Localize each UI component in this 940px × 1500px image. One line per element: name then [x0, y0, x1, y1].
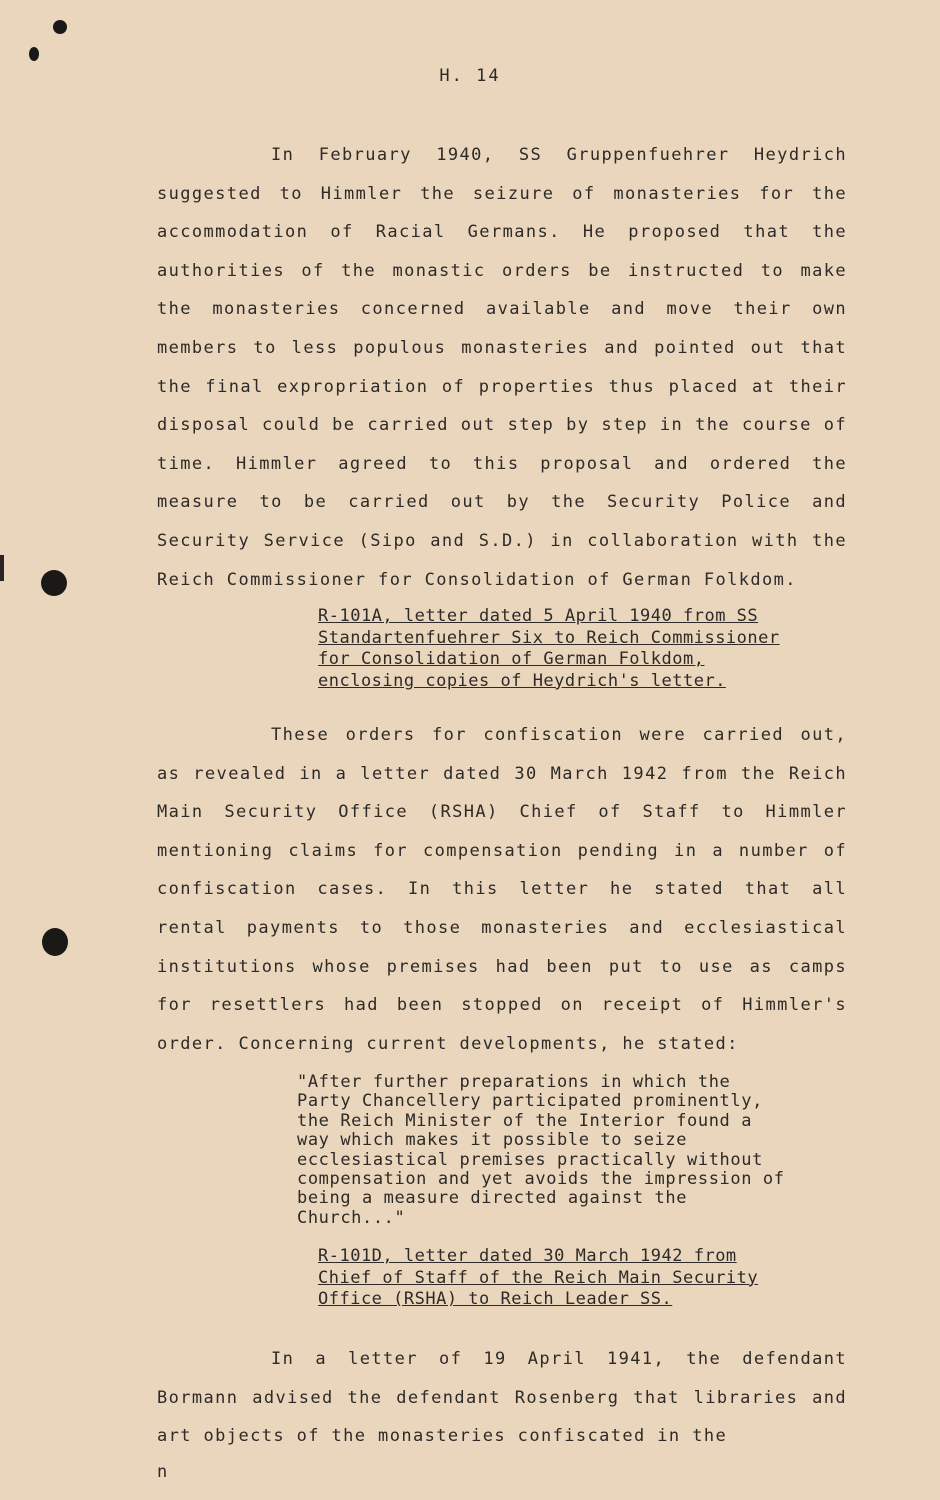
- paragraph-heydrich-proposal: In February 1940, SS Gruppenfuehrer Heydrich suggested to Himmler the seizure of monasteries for the accommodation of Racial Germans. He proposed that the authorities of the monastic orders be instructed to make the monasteries concerned available and move their own members to less populous monasteries and pointed out that the final expropriation of properties thus placed at their disposal could be carried out step by step in the course of time. Himmler agreed to this proposal and ordered the measure to be carried out by the Security Police and Security Service (Sipo and S.D.) in collaboration with the Reich Commissioner for Consolidation of German Folkdom.: [157, 145, 847, 590]
- block-quote-rsha: "After further preparations in which the Party Chancellery participated prominently, the Reich Minister of the Interior found a way which makes it possible to seize ecclesiastical premises practically without compensation and yet avoids the impression of being a measure directed against the Church...": [297, 1072, 785, 1228]
- paragraph-confiscation-orders: These orders for confiscation were carried out, as revealed in a letter dated 30 March 1942 from the Reich Main Security Office (RSHA) Chief of Staff to Himmler mentioning claims for compensation pending in a number of confiscation cases. In this letter he stated that all rental payments to those monasteries and ecclesiastical institutions whose premises had been put to use as camps for resettlers had been stopped on receipt of Himmler's order. Concerning current developments, he stated:: [157, 725, 847, 1054]
- continuation-mark: n: [157, 1462, 168, 1482]
- page-number: H. 14: [439, 66, 501, 86]
- punch-hole-lower: [42, 928, 68, 956]
- citation-r101d: R-101D, letter dated 30 March 1942 from Chief of Staff of the Reich Main Security Office (RSHA) to Reich Leader SS.: [318, 1246, 759, 1309]
- citation-r101a: R-101A, letter dated 5 April 1940 from SS Standartenfuehrer Six to Reich Commissioner for Consolidation of German Folkdom, enclosing copies of Heydrich's letter.: [318, 606, 780, 691]
- paragraph-bormann-letter: In a letter of 19 April 1941, the defendant Bormann advised the defendant Rosenberg that libraries and art objects of the monasteries confiscated in the: [157, 1349, 847, 1447]
- punch-hole-mark: [29, 47, 39, 61]
- punch-hole-top: [53, 20, 67, 34]
- edge-mark: [0, 555, 4, 581]
- punch-hole-middle: [41, 570, 67, 596]
